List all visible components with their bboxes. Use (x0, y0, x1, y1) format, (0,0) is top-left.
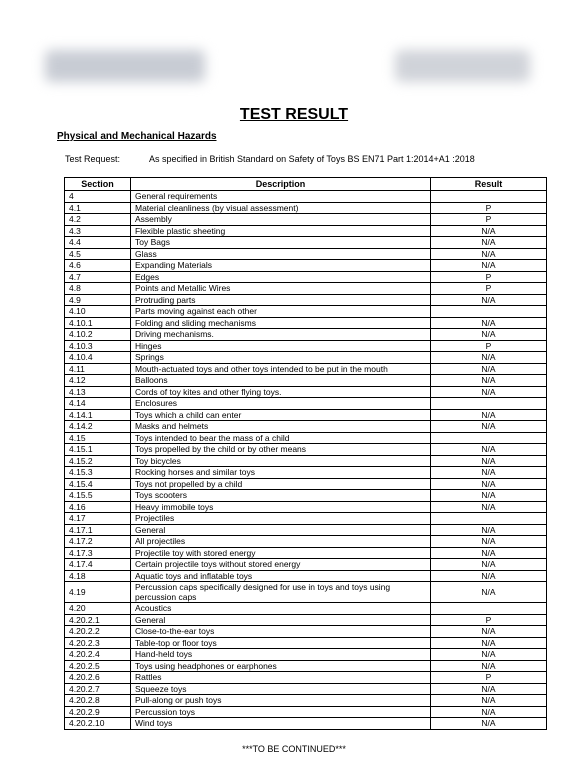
section-cell: 4.14 (65, 398, 131, 410)
table-row (65, 386, 547, 398)
section-cell: 4.20.2.6 (65, 672, 131, 684)
table-row (65, 467, 547, 479)
section-cell: 4.20.2.9 (65, 706, 131, 718)
description-cell: General requirements (131, 191, 431, 203)
description-cell: Rocking horses and similar toys (131, 467, 431, 479)
section-cell: 4.1 (65, 202, 131, 214)
result-cell: N/A (431, 363, 547, 375)
result-cell: N/A (431, 409, 547, 421)
description-cell: General (131, 524, 431, 536)
table-row (65, 306, 547, 318)
description-cell: Mouth-actuated toys and other toys intended to be put in the mouth (131, 363, 431, 375)
description-cell: Folding and sliding mechanisms (131, 317, 431, 329)
result-cell: N/A (431, 329, 547, 341)
result-cell: N/A (431, 536, 547, 548)
section-cell: 4.17.3 (65, 547, 131, 559)
result-cell: N/A (431, 386, 547, 398)
description-cell: Toys scooters (131, 490, 431, 502)
description-cell: Table-top or floor toys (131, 637, 431, 649)
column-header-description: Description (131, 178, 431, 191)
section-cell: 4.11 (65, 363, 131, 375)
section-cell: 4.4 (65, 237, 131, 249)
table-row (65, 626, 547, 638)
result-cell: N/A (431, 501, 547, 513)
result-cell (431, 398, 547, 410)
description-cell: Percussion caps specifically designed for use in toys and toys using percussion caps (131, 582, 431, 603)
section-cell: 4.20.2.8 (65, 695, 131, 707)
description-cell: Cords of toy kites and other flying toys. (131, 386, 431, 398)
section-cell: 4 (65, 191, 131, 203)
table-row (65, 614, 547, 626)
table-row (65, 260, 547, 272)
result-cell: N/A (431, 637, 547, 649)
result-cell: P (431, 340, 547, 352)
description-cell: Aquatic toys and inflatable toys (131, 570, 431, 582)
table-row (65, 202, 547, 214)
redacted-logo-left (45, 50, 205, 82)
description-cell: Hand-held toys (131, 649, 431, 661)
section-cell: 4.15.5 (65, 490, 131, 502)
table-row (65, 501, 547, 513)
section-cell: 4.7 (65, 271, 131, 283)
result-cell: N/A (431, 524, 547, 536)
table-row (65, 283, 547, 295)
table-row (65, 536, 547, 548)
table-header-row (65, 178, 547, 191)
table-row (65, 237, 547, 249)
table-row (65, 524, 547, 536)
description-cell: Wind toys (131, 718, 431, 730)
section-heading: Physical and Mechanical Hazards (57, 131, 217, 142)
section-cell: 4.17.4 (65, 559, 131, 571)
result-cell: N/A (431, 660, 547, 672)
results-table (64, 177, 547, 730)
table-row (65, 683, 547, 695)
section-cell: 4.10.4 (65, 352, 131, 364)
section-cell: 4.17.2 (65, 536, 131, 548)
table-row (65, 637, 547, 649)
description-cell: Parts moving against each other (131, 306, 431, 318)
section-cell: 4.13 (65, 386, 131, 398)
result-cell: P (431, 672, 547, 684)
section-cell: 4.10 (65, 306, 131, 318)
result-cell: P (431, 202, 547, 214)
section-cell: 4.9 (65, 294, 131, 306)
result-cell (431, 306, 547, 318)
table-row (65, 718, 547, 730)
column-header-result: Result (431, 178, 547, 191)
result-cell: P (431, 271, 547, 283)
description-cell: All projectiles (131, 536, 431, 548)
description-cell: Flexible plastic sheeting (131, 225, 431, 237)
table-row (65, 547, 547, 559)
table-row (65, 582, 547, 603)
section-cell: 4.15.4 (65, 478, 131, 490)
description-cell: Toys intended to bear the mass of a child (131, 432, 431, 444)
table-row (65, 421, 547, 433)
result-cell: N/A (431, 444, 547, 456)
table-row (65, 672, 547, 684)
section-cell: 4.15 (65, 432, 131, 444)
result-cell: N/A (431, 225, 547, 237)
table-row (65, 363, 547, 375)
description-cell: Toys propelled by the child or by other means (131, 444, 431, 456)
section-cell: 4.20 (65, 603, 131, 615)
section-cell: 4.15.3 (65, 467, 131, 479)
description-cell: Pull-along or push toys (131, 695, 431, 707)
table-row (65, 649, 547, 661)
table-row (65, 317, 547, 329)
description-cell: Toys not propelled by a child (131, 478, 431, 490)
description-cell: Projectile toy with stored energy (131, 547, 431, 559)
section-cell: 4.15.1 (65, 444, 131, 456)
table-row (65, 214, 547, 226)
section-cell: 4.2 (65, 214, 131, 226)
page-title: TEST RESULT (239, 106, 349, 123)
table-row (65, 570, 547, 582)
column-header-section: Section (65, 178, 131, 191)
table-row (65, 271, 547, 283)
table-row (65, 559, 547, 571)
result-cell (431, 191, 547, 203)
section-cell: 4.20.2.2 (65, 626, 131, 638)
description-cell: Close-to-the-ear toys (131, 626, 431, 638)
section-cell: 4.20.2.7 (65, 683, 131, 695)
result-cell: N/A (431, 695, 547, 707)
description-cell: Protruding parts (131, 294, 431, 306)
result-cell: N/A (431, 547, 547, 559)
result-cell: N/A (431, 559, 547, 571)
result-cell: P (431, 214, 547, 226)
description-cell: Springs (131, 352, 431, 364)
description-cell: Acoustics (131, 603, 431, 615)
section-cell: 4.5 (65, 248, 131, 260)
result-cell: N/A (431, 570, 547, 582)
table-row (65, 248, 547, 260)
result-cell: N/A (431, 294, 547, 306)
section-cell: 4.18 (65, 570, 131, 582)
table-row (65, 660, 547, 672)
description-cell: Enclosures (131, 398, 431, 410)
description-cell: Certain projectile toys without stored energy (131, 559, 431, 571)
table-row (65, 409, 547, 421)
table-row (65, 225, 547, 237)
result-cell: P (431, 283, 547, 295)
section-cell: 4.20.2.1 (65, 614, 131, 626)
description-cell: Balloons (131, 375, 431, 387)
section-cell: 4.16 (65, 501, 131, 513)
result-cell: N/A (431, 352, 547, 364)
section-cell: 4.20.2.5 (65, 660, 131, 672)
table-row (65, 329, 547, 341)
section-cell: 4.14.1 (65, 409, 131, 421)
redacted-logo-right (395, 50, 530, 82)
table-row (65, 695, 547, 707)
section-cell: 4.6 (65, 260, 131, 272)
description-cell: Material cleanliness (by visual assessment) (131, 202, 431, 214)
description-cell: Glass (131, 248, 431, 260)
table-row (65, 478, 547, 490)
table-body (65, 191, 547, 730)
table-row (65, 455, 547, 467)
section-cell: 4.20.2.10 (65, 718, 131, 730)
description-cell: Driving mechanisms. (131, 329, 431, 341)
result-cell: N/A (431, 490, 547, 502)
result-cell (431, 513, 547, 525)
table-row (65, 398, 547, 410)
result-cell: N/A (431, 375, 547, 387)
table-row (65, 513, 547, 525)
test-request-value: As specified in British Standard on Safety of Toys BS EN71 Part 1:2014+A1 :2018 (149, 154, 475, 164)
result-cell (431, 432, 547, 444)
result-cell: N/A (431, 260, 547, 272)
result-cell: N/A (431, 718, 547, 730)
table-row (65, 340, 547, 352)
section-cell: 4.14.2 (65, 421, 131, 433)
section-cell: 4.19 (65, 582, 131, 603)
result-cell: N/A (431, 317, 547, 329)
section-cell: 4.3 (65, 225, 131, 237)
table-row (65, 294, 547, 306)
description-cell: Toys which a child can enter (131, 409, 431, 421)
section-cell: 4.20.2.3 (65, 637, 131, 649)
result-cell: N/A (431, 706, 547, 718)
description-cell: Points and Metallic Wires (131, 283, 431, 295)
description-cell: Heavy immobile toys (131, 501, 431, 513)
description-cell: Rattles (131, 672, 431, 684)
result-cell: N/A (431, 478, 547, 490)
result-cell: N/A (431, 421, 547, 433)
table-row (65, 706, 547, 718)
table-row (65, 444, 547, 456)
table-row (65, 603, 547, 615)
section-cell: 4.10.3 (65, 340, 131, 352)
result-cell: N/A (431, 467, 547, 479)
description-cell: Percussion toys (131, 706, 431, 718)
result-cell: P (431, 614, 547, 626)
description-cell: Masks and helmets (131, 421, 431, 433)
section-cell: 4.8 (65, 283, 131, 295)
description-cell: Toy bicycles (131, 455, 431, 467)
description-cell: Expanding Materials (131, 260, 431, 272)
result-cell: N/A (431, 626, 547, 638)
table-row (65, 352, 547, 364)
description-cell: Toy Bags (131, 237, 431, 249)
description-cell: Edges (131, 271, 431, 283)
result-cell (431, 603, 547, 615)
section-cell: 4.10.1 (65, 317, 131, 329)
result-cell: N/A (431, 248, 547, 260)
test-request-label: Test Request: (65, 154, 121, 164)
section-cell: 4.20.2.4 (65, 649, 131, 661)
section-cell: 4.17 (65, 513, 131, 525)
section-cell: 4.15.2 (65, 455, 131, 467)
result-cell: N/A (431, 683, 547, 695)
description-cell: General (131, 614, 431, 626)
section-cell: 4.12 (65, 375, 131, 387)
result-cell: N/A (431, 455, 547, 467)
result-cell: N/A (431, 582, 547, 603)
result-cell: N/A (431, 649, 547, 661)
table-row (65, 191, 547, 203)
table-row (65, 432, 547, 444)
section-cell: 4.17.1 (65, 524, 131, 536)
table-row (65, 490, 547, 502)
description-cell: Projectiles (131, 513, 431, 525)
description-cell: Assembly (131, 214, 431, 226)
section-cell: 4.10.2 (65, 329, 131, 341)
result-cell: N/A (431, 237, 547, 249)
description-cell: Squeeze toys (131, 683, 431, 695)
description-cell: Toys using headphones or earphones (131, 660, 431, 672)
description-cell: Hinges (131, 340, 431, 352)
table-row (65, 375, 547, 387)
continued-note: ***TO BE CONTINUED*** (242, 744, 346, 754)
